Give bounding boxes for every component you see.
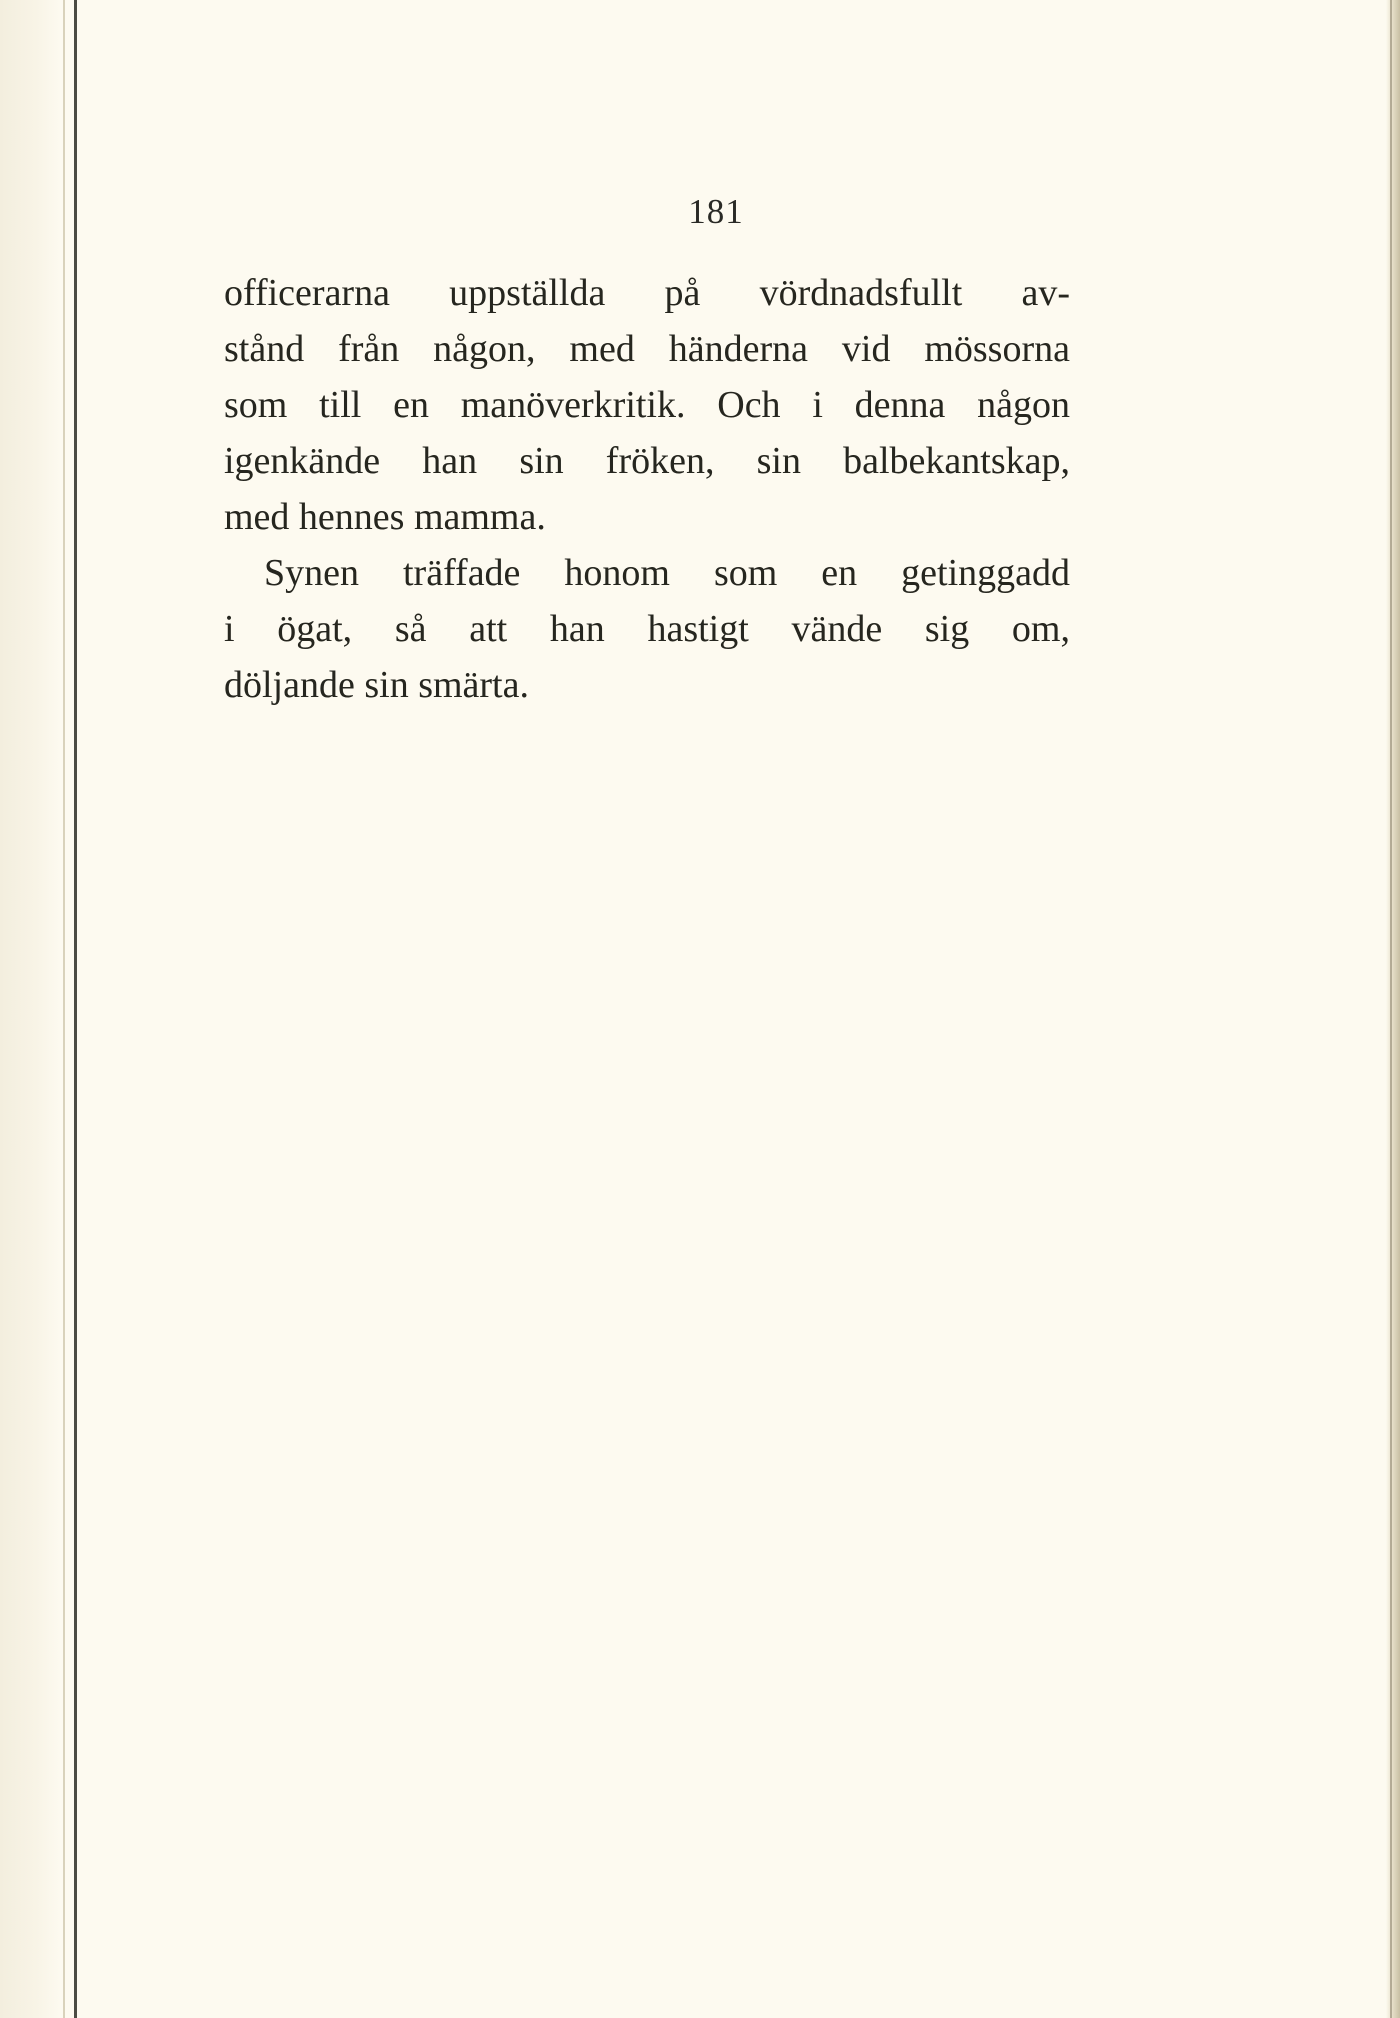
text-line: Synen träffade honom som en getinggadd [264,552,1070,594]
text-line: med hennes mamma. [224,496,546,538]
page-stack-edge-line [1390,0,1392,2018]
page-number: 181 [688,192,744,231]
text-line: igenkände han sin fröken, sin balbekantskap, [224,440,1070,482]
gutter-shadow [0,0,60,2018]
gutter-fold-faint [63,0,65,2018]
body-text [224,265,1070,713]
text-line: i ögat, så att han hastigt vände sig om, [224,608,1070,650]
page-stack-edge [1386,0,1400,2018]
text-line: officerarna uppställda på vördnadsfullt av- [224,272,1070,314]
gutter-fold-line [74,0,77,2018]
text-line: som till en manöverkritik. Och i denna någon [224,384,1070,426]
text-line: stånd från någon, med händerna vid mössorna [224,328,1070,370]
text-line: döljande sin smärta. [224,664,529,706]
